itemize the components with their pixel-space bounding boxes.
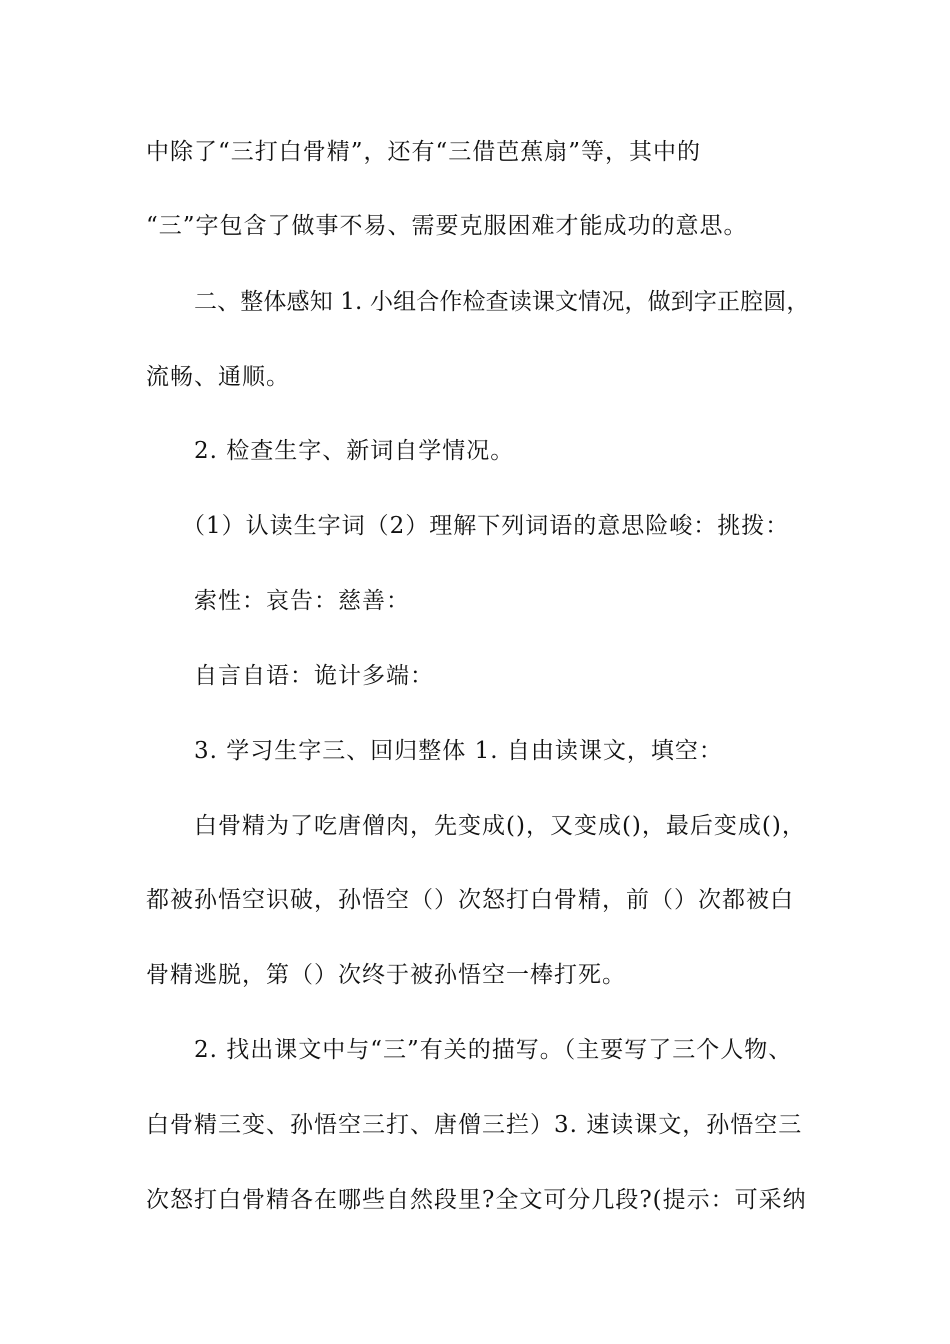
text-line: （1）认读生字词（2）理解下列词语的意思险峻：挑拨： (182, 513, 790, 539)
text-line: 流畅、通顺。 (146, 364, 290, 390)
text-line: 3. 学习生字三、回归整体 1. 自由读课文，填空： (194, 738, 723, 764)
text-line: 白骨精三变、孙悟空三打、唐僧三拦）3. 速读课文，孙悟空三 (146, 1112, 803, 1138)
text-line: 2. 检查生字、新词自学情况。 (194, 438, 515, 464)
text-line: 次怒打白骨精各在哪些自然段里?全文可分几段?(提示：可采纳 (146, 1187, 807, 1213)
text-line: 都被孙悟空识破，孙悟空（）次怒打白骨精，前（）次都被白 (146, 887, 794, 913)
text-line: 骨精逃脱，第（）次终于被孙悟空一棒打死。 (146, 962, 626, 988)
text-line: 中除了“三打白骨精”，还有“三借芭蕉扇”等，其中的 (146, 139, 702, 165)
text-line: 二、整体感知 1. 小组合作检查读课文情况，做到字正腔圆， (194, 289, 810, 315)
text-line: 索性：哀告：慈善： (194, 588, 410, 614)
text-line: “三”字包含了做事不易、需要克服困难才能成功的意思。 (146, 213, 748, 239)
text-line: 白骨精为了吃唐僧肉，先变成()，又变成()，最后变成()， (194, 813, 806, 839)
text-line: 自言自语：诡计多端： (194, 663, 434, 689)
text-line: 2. 找出课文中与“三”有关的描写。（主要写了三个人物、 (194, 1037, 793, 1063)
